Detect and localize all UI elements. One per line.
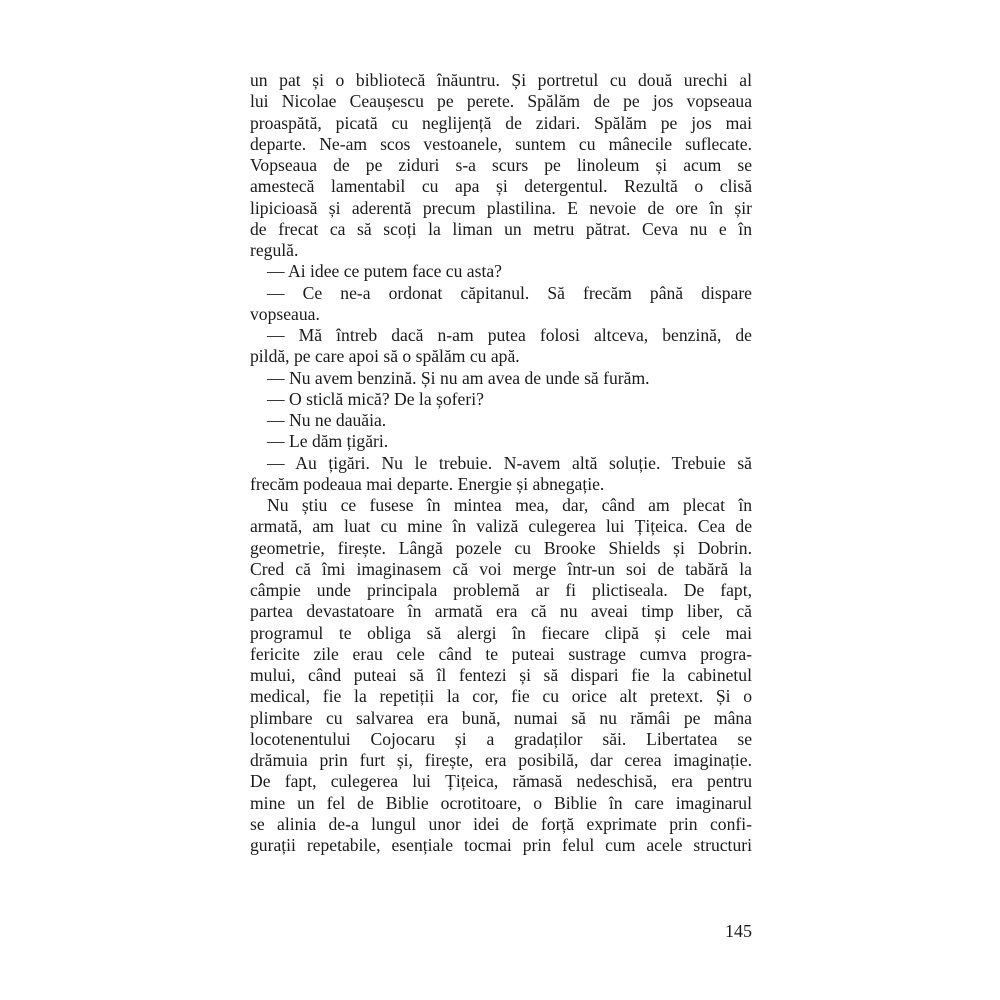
text-line: geometrie, firește. Lângă pozele cu Brooke Shields și Dobrin. bbox=[250, 537, 752, 558]
text-line: programul te obliga să alergi în fiecare clipă și cele mai bbox=[250, 622, 752, 643]
text-line: regulă. bbox=[250, 240, 299, 260]
text-line: — Mă întreb dacă n-am putea folosi altceva, benzină, de bbox=[267, 325, 752, 345]
text-line: departe. Ne-am scos vestoanele, suntem cu mânecile suflecate. bbox=[250, 133, 752, 154]
text-line: mine un fel de Biblie ocrotitoare, o Biblie în care imaginarul bbox=[250, 792, 752, 813]
text-line: — Ce ne-a ordonat căpitanul. Să frecăm până dispare bbox=[267, 282, 752, 303]
text-line: partea devastatoare în armată era că nu aveai timp liber, că bbox=[250, 601, 752, 622]
text-line: Cred că îmi imaginasem că voi merge într-un soi de tabără la bbox=[250, 558, 752, 579]
text-line: — O sticlă mică? De la șoferi? bbox=[267, 388, 484, 409]
text-line: de frecat ca să scoți la liman un metru pătrat. Ceva nu e în bbox=[250, 218, 752, 239]
text-line: pildă, pe care apoi să o spălăm cu apă. bbox=[250, 346, 520, 367]
text-line: un pat și o bibliotecă înăuntru. Și portretul cu două urechi al bbox=[250, 70, 752, 90]
text-line: gurații repetabile, esențiale tocmai prin felul cum acele structuri bbox=[250, 835, 752, 855]
text-line: Nu știu ce fusese în mintea mea, dar, când am plecat în bbox=[267, 495, 752, 515]
text-line: proaspătă, picată cu neglijență de zidari. Spălăm pe jos mai bbox=[250, 112, 752, 133]
text-line: se alinia de-a lungul unor idei de forță exprimate prin confi- bbox=[250, 813, 752, 834]
text-line: medical, fie la repetiții la cor, fie cu orice alt pretext. Și o bbox=[250, 686, 752, 707]
text-line: locotenentului Cojocaru și a gradaților săi. Libertatea se bbox=[250, 728, 752, 749]
text-line: De fapt, culegerea lui Țițeica, rămasă nedeschisă, era pentru bbox=[250, 771, 752, 792]
text-line: — Au țigări. Nu le trebuie. N-avem altă soluție. Trebuie să bbox=[267, 452, 752, 473]
text-line: — Nu avem benzină. Și nu am avea de unde să furăm. bbox=[267, 367, 650, 388]
text-line: fericite zile erau cele când te puteai sustrage cumva progra- bbox=[250, 643, 752, 664]
text-line: lui Nicolae Ceaușescu pe perete. Spălăm de pe jos vopseaua bbox=[250, 91, 752, 112]
body-text bbox=[250, 70, 752, 856]
text-line: câmpie unde principala problemă ar fi plictiseala. De fapt, bbox=[250, 580, 752, 600]
text-line: vopseaua. bbox=[250, 303, 320, 324]
text-line: drămuia prin furt și, firește, era posibilă, dar cerea imaginație. bbox=[250, 750, 752, 770]
text-line: lipicioasă și aderentă precum plastilina. E nevoie de ore în șir bbox=[250, 197, 752, 218]
text-line: plimbare cu salvarea era bună, numai să nu rămâi pe mâna bbox=[250, 707, 752, 728]
page-number: 145 bbox=[725, 921, 752, 941]
text-line: armată, am luat cu mine în valiză culegerea lui Țițeica. Cea de bbox=[250, 516, 752, 537]
text-line: — Le dăm țigări. bbox=[267, 431, 389, 452]
text-line: amestecă lamentabil cu apa și detergentul. Rezultă o clisă bbox=[250, 176, 752, 197]
text-line: — Ai idee ce putem face cu asta? bbox=[267, 261, 502, 282]
text-line: — Nu ne dauăia. bbox=[267, 410, 387, 430]
text-line: Vopseaua de pe ziduri s-a scurs pe linoleum și acum se bbox=[250, 155, 752, 175]
text-line: frecăm podeaua mai departe. Energie și abnegație. bbox=[250, 473, 605, 494]
text-line: mului, când puteai să îl fentezi și să dispari fie la cabinetul bbox=[250, 665, 752, 685]
